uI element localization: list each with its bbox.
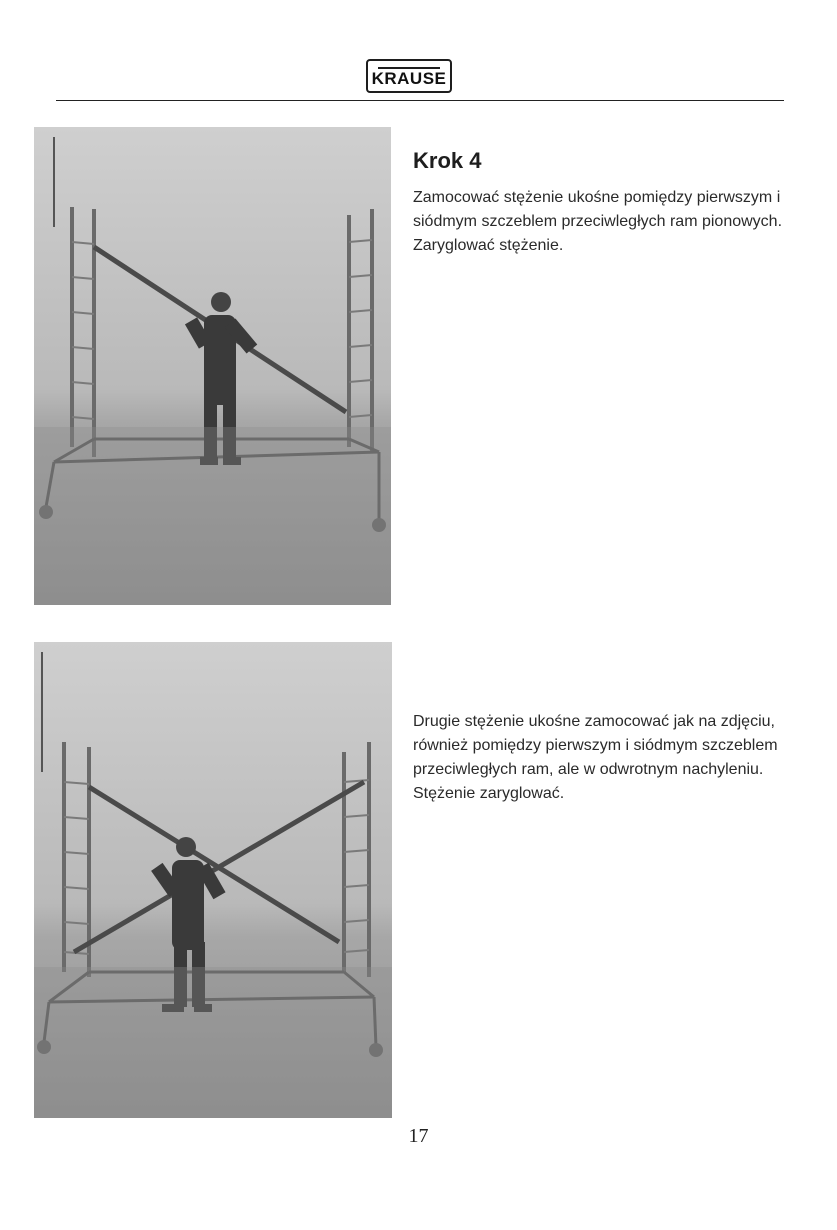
photo-step4-first-brace [34,127,391,605]
step-title: Krok 4 [413,148,482,173]
scaffold-illustration-2 [34,642,392,1118]
step-paragraph-1: Zamocować stężenie ukośne pomiędzy pierwszym i siódmym szczeblem przeciwległych ram pionowych. Zaryglować stężenie. [413,189,783,254]
step-paragraph-2: Drugie stężenie ukośne zamocować jak na zdjęciu, również pomiędzy pierwszym i siódmym szczeblem przeciwległych ram, ale w odwrotnym nachyleniu. Stężenie zaryglować. [413,713,778,802]
header-rule [56,100,784,101]
logo-text: KRAUSE [371,69,447,88]
page-number: 17 [408,1125,429,1147]
photo-step4-second-brace [34,642,392,1118]
scaffold-illustration-1 [34,127,391,605]
krause-logo [366,59,452,93]
